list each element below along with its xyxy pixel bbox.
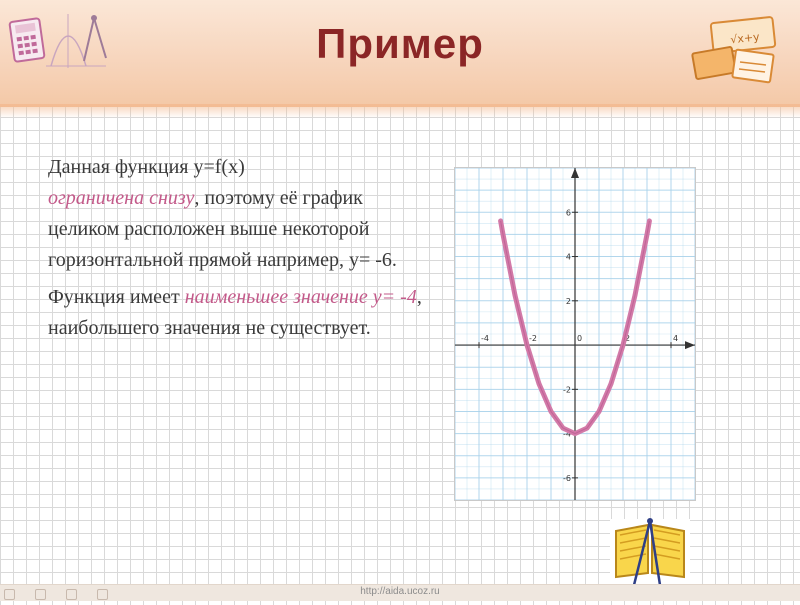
x-axis-arrow <box>685 341 695 349</box>
y-tick-label: 2 <box>565 296 571 306</box>
x-tick-label: 4 <box>673 334 679 344</box>
parabola-plot <box>455 168 695 500</box>
x-tick-label: -4 <box>481 334 489 344</box>
y-tick-label: -2 <box>563 385 571 395</box>
highlight-bounded-below: ограничена снизу <box>48 187 195 209</box>
footer-bar <box>0 584 800 601</box>
paragraph-minimum-value: Функция имеет наименьшее значение y= -4, наибольшего значения не существует. <box>48 286 422 339</box>
y-tick-label: -4 <box>563 429 571 439</box>
y-tick-label: -6 <box>563 473 571 483</box>
x-tick-label: 2 <box>625 334 631 344</box>
x-tick-label: 0 <box>577 334 583 344</box>
books-icon <box>690 16 790 86</box>
description-text <box>48 152 438 350</box>
page-title: Пример <box>316 20 484 67</box>
function-graph <box>454 167 696 501</box>
paragraph-bounded-below: Данная функция y=f(x) ограничена снизу, поэтому её график целиком расположен выше некоторой горизонтальной прямой например, y= -6. <box>48 156 397 271</box>
x-tick-label: -2 <box>529 334 537 344</box>
y-tick-label: 4 <box>565 252 571 262</box>
header-band <box>0 0 800 107</box>
y-tick-label: 6 <box>565 208 571 218</box>
y-axis-arrow <box>571 168 579 178</box>
open-book-icon <box>608 515 692 587</box>
highlight-minimum-value: наименьшее значение y= -4 <box>184 286 417 308</box>
svg-text:√x+y: √x+y <box>729 30 761 47</box>
footer-url[interactable]: http://aida.ucoz.ru <box>360 586 440 597</box>
